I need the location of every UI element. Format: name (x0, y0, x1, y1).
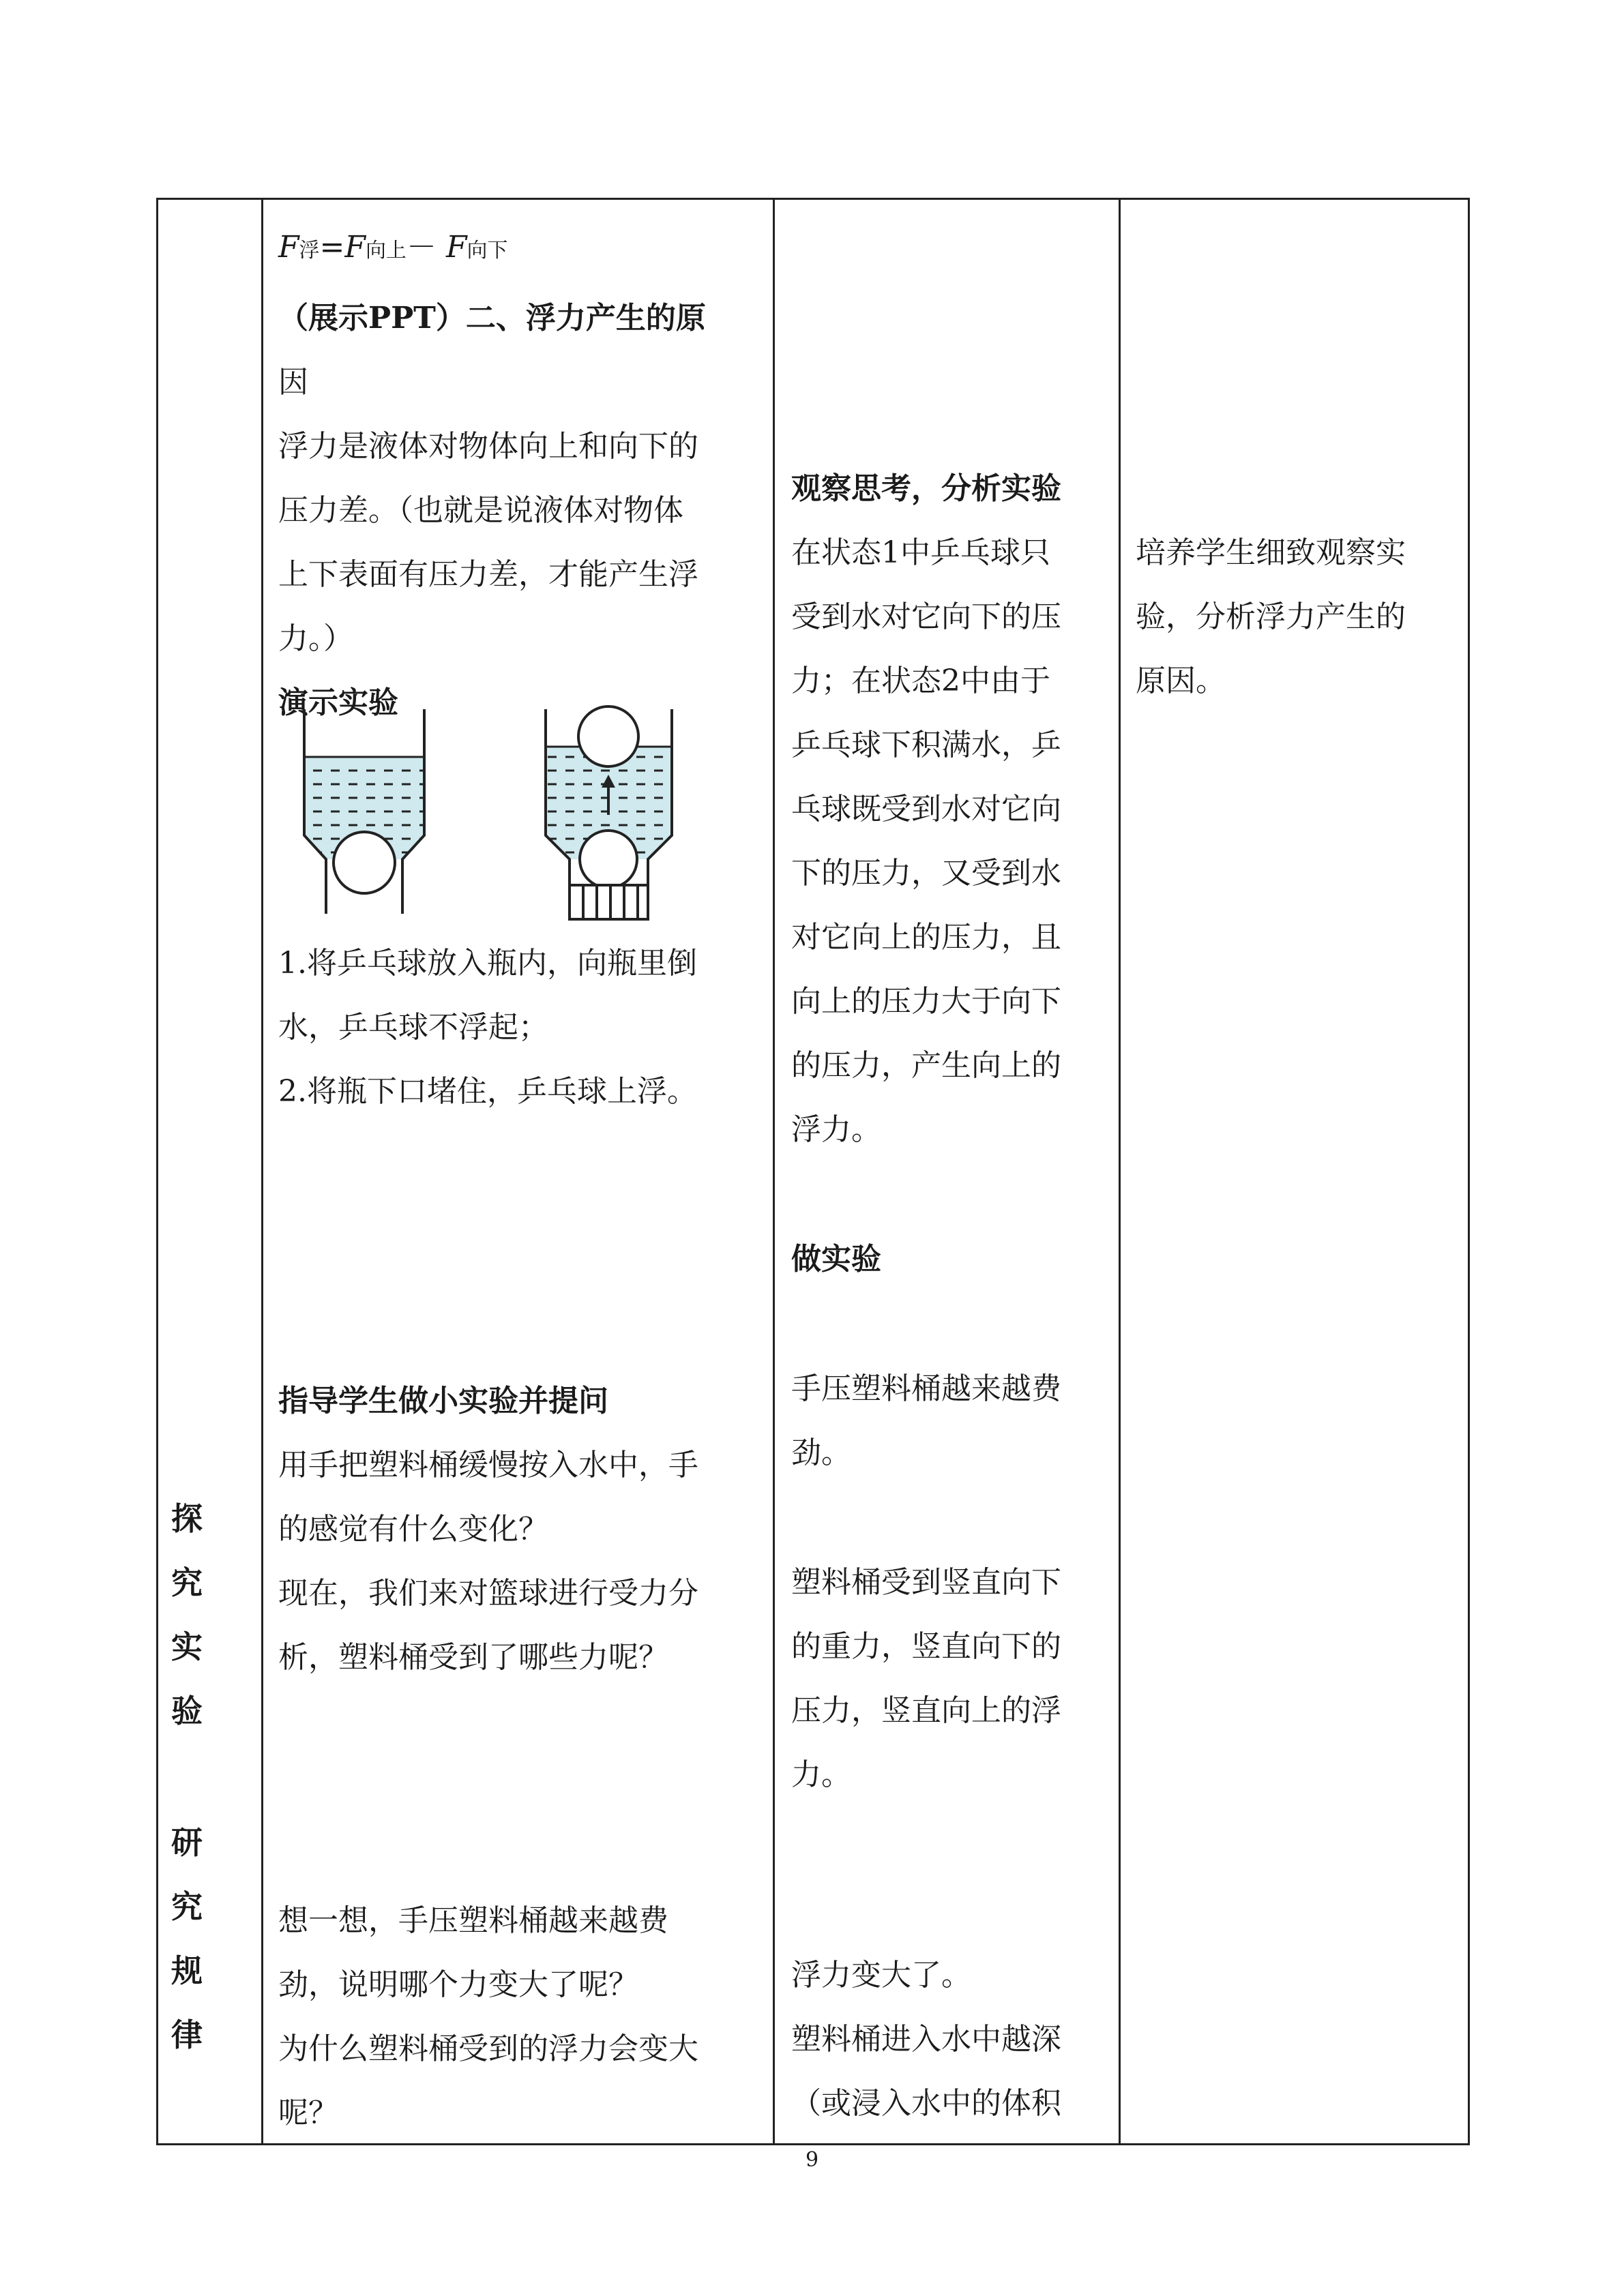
demo-title: 演示实验 (278, 685, 398, 720)
text-line: 的重力，竖直向下的 (791, 1629, 1061, 1664)
text-line: 的感觉有什么变化？ (278, 1512, 548, 1547)
text-line: 下的压力，又受到水 (791, 856, 1061, 891)
guide-title: 指导学生做小实验并提问 (278, 1384, 608, 1418)
text-line: （或浸入水中的体积 (791, 2086, 1061, 2121)
section-label-explore (166, 1487, 207, 1743)
step-line: 水，乒乓球不浮起； (278, 1010, 548, 1045)
buoyancy-formula (278, 215, 756, 283)
text-line: 压力差。（也就是说液体对物体 (278, 493, 683, 528)
text-line: 原因。 (1136, 664, 1226, 698)
page-number: 9 (805, 2148, 819, 2172)
text-line: 乒乓球下积满水，乒 (791, 728, 1061, 762)
text-line: 劲，说明哪个力变大了呢？ (278, 1967, 638, 2002)
text-line: 用手把塑料桶缓慢按入水中，手 (278, 1448, 698, 1482)
text-line: 劲。 (791, 1435, 851, 1470)
text-line: 塑料桶进入水中越深 (791, 2022, 1061, 2057)
formula-symbol: F (445, 230, 467, 265)
step-line: 1.将乒乓球放入瓶内，向瓶里倒 (278, 946, 697, 981)
ghost-ball-icon (580, 831, 637, 888)
text-line: 手压塑料桶越来越费 (791, 1371, 1061, 1406)
text-line: 析，塑料桶受到了哪些力呢？ (278, 1640, 668, 1675)
do-experiment-title: 做实验 (791, 1242, 881, 1277)
ppt-line-cont: 因 (278, 365, 308, 400)
text-line: 压力，竖直向上的浮 (791, 1693, 1061, 1728)
bottle-state-2 (546, 706, 672, 919)
bottle-state-1 (304, 709, 424, 914)
text-line: 浮力是液体对物体向上和向下的 (278, 429, 698, 464)
text-line: 受到水对它向下的压 (791, 599, 1061, 634)
text-line: 在状态1中乒乓球只 (791, 535, 1050, 570)
formula-subscript: 向下 (467, 239, 508, 263)
plug-icon (570, 885, 648, 919)
label-char: 究 (171, 1888, 203, 1925)
formula-equals: = (319, 230, 345, 265)
label-char: 实 (171, 1628, 203, 1665)
pingpong-experiment-diagram (293, 709, 723, 934)
text-line: 呢？ (278, 2096, 338, 2130)
text-line: 为什么塑料桶受到的浮力会变大 (278, 2031, 698, 2066)
text-line: 乓球既受到水对它向 (791, 792, 1061, 826)
label-char: 研 (171, 1824, 203, 1861)
pingpong-ball-icon (334, 832, 395, 893)
column-divider-1 (261, 198, 263, 2145)
formula-symbol: F (344, 230, 366, 265)
formula-minus: － (406, 230, 437, 265)
label-char: 律 (171, 2016, 203, 2053)
column-divider-2 (773, 198, 775, 2145)
text-line: 塑料桶受到竖直向下 (791, 1565, 1061, 1600)
label-char: 验 (171, 1693, 203, 1729)
step-line: 2.将瓶下口堵住，乒乓球上浮。 (278, 1074, 697, 1109)
column-divider-3 (1119, 198, 1121, 2145)
text-line: 力。 (791, 1757, 851, 1792)
text-line: 上下表面有压力差，才能产生浮 (278, 557, 698, 592)
text-line: 培养学生细致观察实 (1136, 535, 1406, 570)
observe-title: 观察思考，分析实验 (791, 471, 1061, 506)
text-line: 现在，我们来对篮球进行受力分 (278, 1576, 698, 1611)
formula-symbol: F (278, 230, 299, 265)
ppt-line: （展示PPT）二、浮力产生的原 (278, 301, 706, 336)
text-line: 验，分析浮力产生的 (1136, 599, 1406, 634)
label-char: 究 (171, 1564, 203, 1601)
pingpong-ball-icon (578, 706, 638, 766)
text-line: 的压力，产生向上的 (791, 1048, 1061, 1083)
text-line: 向上的压力大于向下 (791, 984, 1061, 1019)
label-char: 探 (171, 1500, 203, 1537)
section-label-research (166, 1810, 207, 2067)
text-line: 浮力。 (791, 1112, 881, 1147)
text-line: 力；在状态2中由于 (791, 664, 1050, 698)
text-line: 对它向上的压力，且 (791, 920, 1061, 955)
text-line: 想一想，手压塑料桶越来越费 (278, 1903, 668, 1938)
formula-subscript: 浮 (299, 239, 320, 263)
formula-subscript: 向上 (365, 239, 407, 263)
text-line: 浮力变大了。 (791, 1958, 971, 1993)
text-line: 力。） (278, 621, 353, 656)
label-char: 规 (171, 1952, 203, 1989)
